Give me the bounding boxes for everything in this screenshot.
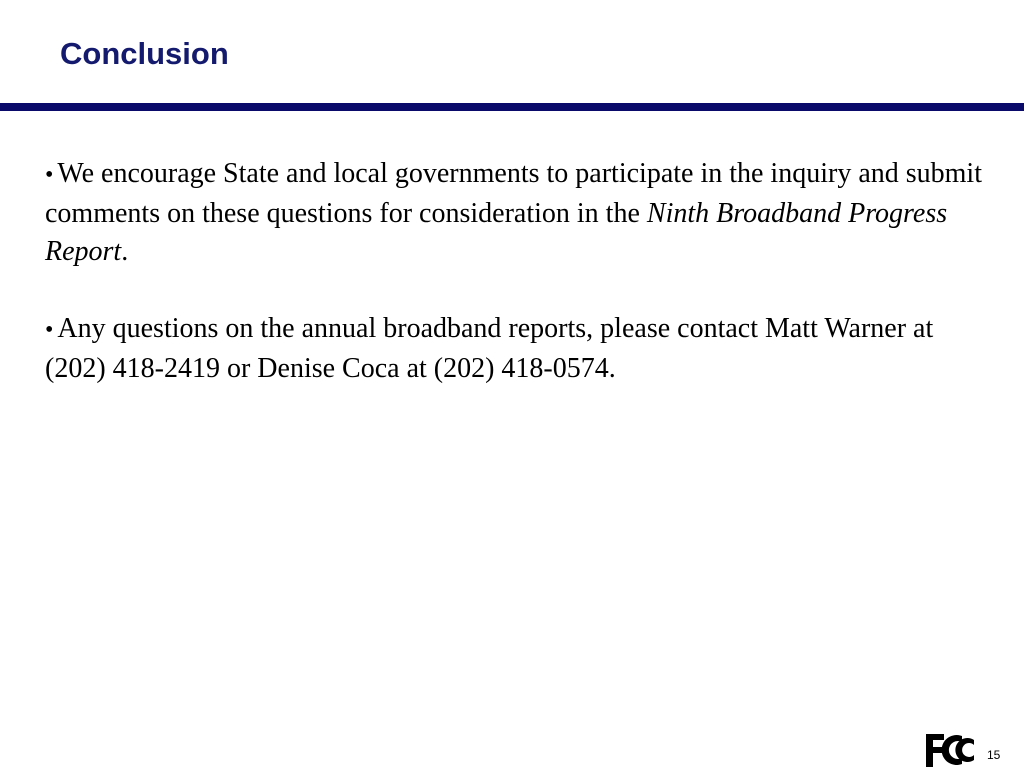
bullet-icon: •: [45, 317, 54, 343]
bullet-text-end: .: [121, 236, 129, 267]
bullet-text: Any questions on the annual broadband reports, please contact Matt Warner at (202) 418-2419 or Denise Coca at (202) 418-0574.: [45, 313, 934, 384]
bullet-text-start: We encourage State and local governments to participate in the inquiry and submit comments on these questions for consideration in the: [45, 158, 982, 229]
title-divider: [0, 103, 1024, 111]
fcc-logo-icon: [924, 730, 976, 770]
slide-title: Conclusion: [60, 36, 229, 71]
report-title: Ninth Broadband Progress Report: [45, 197, 948, 267]
bullet-item-contact: [45, 310, 995, 388]
page-number: 15: [987, 748, 1001, 762]
bullet-icon: •: [45, 162, 54, 188]
bullet-item-participation: [45, 155, 995, 272]
slide-body: [45, 155, 995, 427]
